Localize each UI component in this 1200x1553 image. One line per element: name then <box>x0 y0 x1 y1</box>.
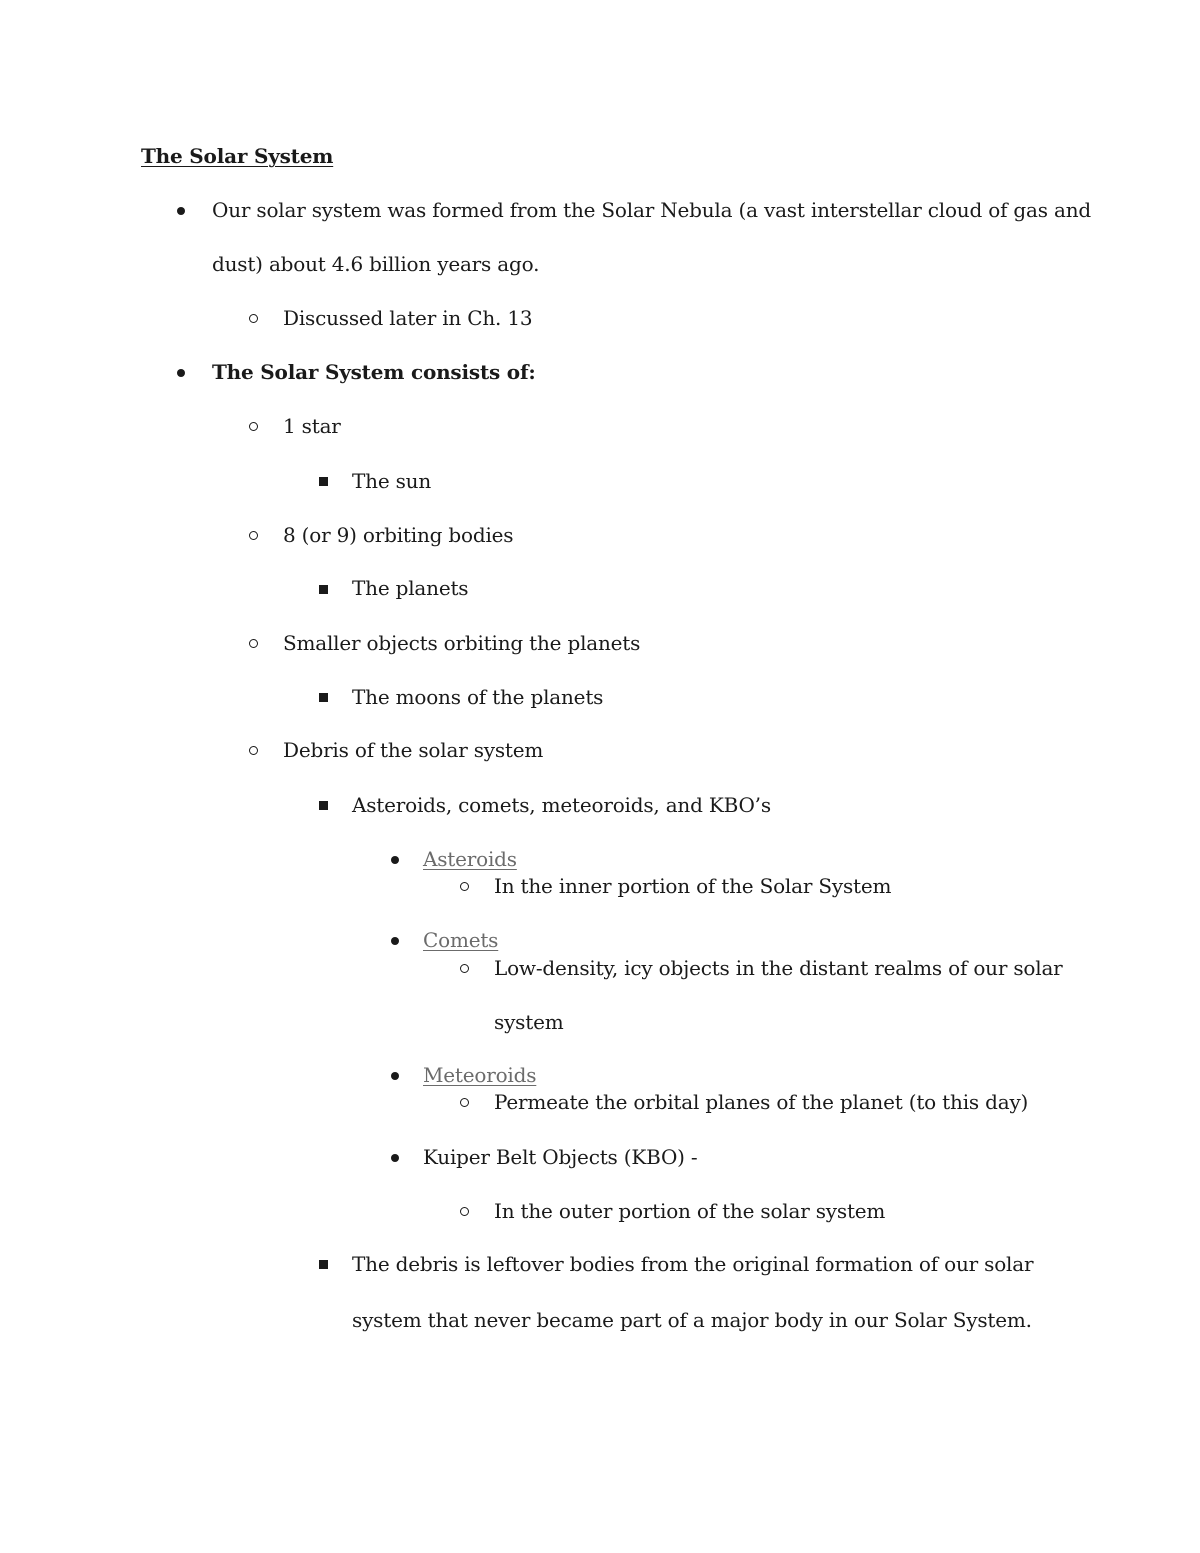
bullet-circle-icon <box>460 882 469 891</box>
list-item-text: 8 (or 9) orbiting bodies <box>283 523 514 547</box>
list-item-text: Permeate the orbital planes of the planet (to this day) <box>494 1090 1029 1114</box>
bullet-square-icon <box>319 477 328 486</box>
list-item-text: Low-density, icy objects in the distant realms of our solar <box>494 956 1063 980</box>
comets-link[interactable]: Comets <box>423 928 499 952</box>
list-item-text: Discussed later in Ch. 13 <box>283 306 533 330</box>
bullet-circle-icon <box>249 531 258 540</box>
bullet-square-icon <box>319 693 328 702</box>
bullet-circle-icon <box>249 422 258 431</box>
bullet-square-icon <box>319 801 328 810</box>
list-item-continuation: system that never became part of a major body in our Solar System. <box>352 1308 1032 1332</box>
bullet-disc-icon <box>391 937 399 945</box>
list-item-text: The sun <box>352 469 432 493</box>
bullet-circle-icon <box>249 639 258 648</box>
list-item-text: Asteroids, comets, meteoroids, and KBO’s <box>352 793 771 817</box>
list-item-continuation: dust) about 4.6 billion years ago. <box>212 252 540 276</box>
list-item-text: The planets <box>352 576 469 600</box>
bullet-disc-icon <box>391 856 399 864</box>
bullet-square-icon <box>319 585 328 594</box>
list-item-text: Our solar system was formed from the Solar Nebula (a vast interstellar cloud of gas and <box>212 198 1091 222</box>
list-item-text: 1 star <box>283 414 341 438</box>
bullet-circle-icon <box>249 314 258 323</box>
list-item-text: Debris of the solar system <box>283 738 544 762</box>
bullet-circle-icon <box>249 746 258 755</box>
bullet-circle-icon <box>460 1098 469 1107</box>
bullet-disc-icon <box>177 207 185 215</box>
list-item-text: The debris is leftover bodies from the original formation of our solar <box>352 1252 1034 1276</box>
section-heading: The Solar System consists of: <box>212 360 536 384</box>
list-item-text: Smaller objects orbiting the planets <box>283 631 641 655</box>
bullet-square-icon <box>319 1260 328 1269</box>
bullet-circle-icon <box>460 1207 469 1216</box>
bullet-circle-icon <box>460 964 469 973</box>
list-item-text: In the outer portion of the solar system <box>494 1199 886 1223</box>
list-item-continuation: system <box>494 1010 564 1034</box>
bullet-disc-icon <box>391 1072 399 1080</box>
list-item-text: The moons of the planets <box>352 685 604 709</box>
page-title: The Solar System <box>141 144 334 168</box>
bullet-disc-icon <box>391 1154 399 1162</box>
bullet-disc-icon <box>177 369 185 377</box>
asteroids-link[interactable]: Asteroids <box>423 847 517 871</box>
meteoroids-link[interactable]: Meteoroids <box>423 1063 537 1087</box>
list-item-text: In the inner portion of the Solar System <box>494 874 892 898</box>
list-item-text: Kuiper Belt Objects (KBO) - <box>423 1145 698 1169</box>
